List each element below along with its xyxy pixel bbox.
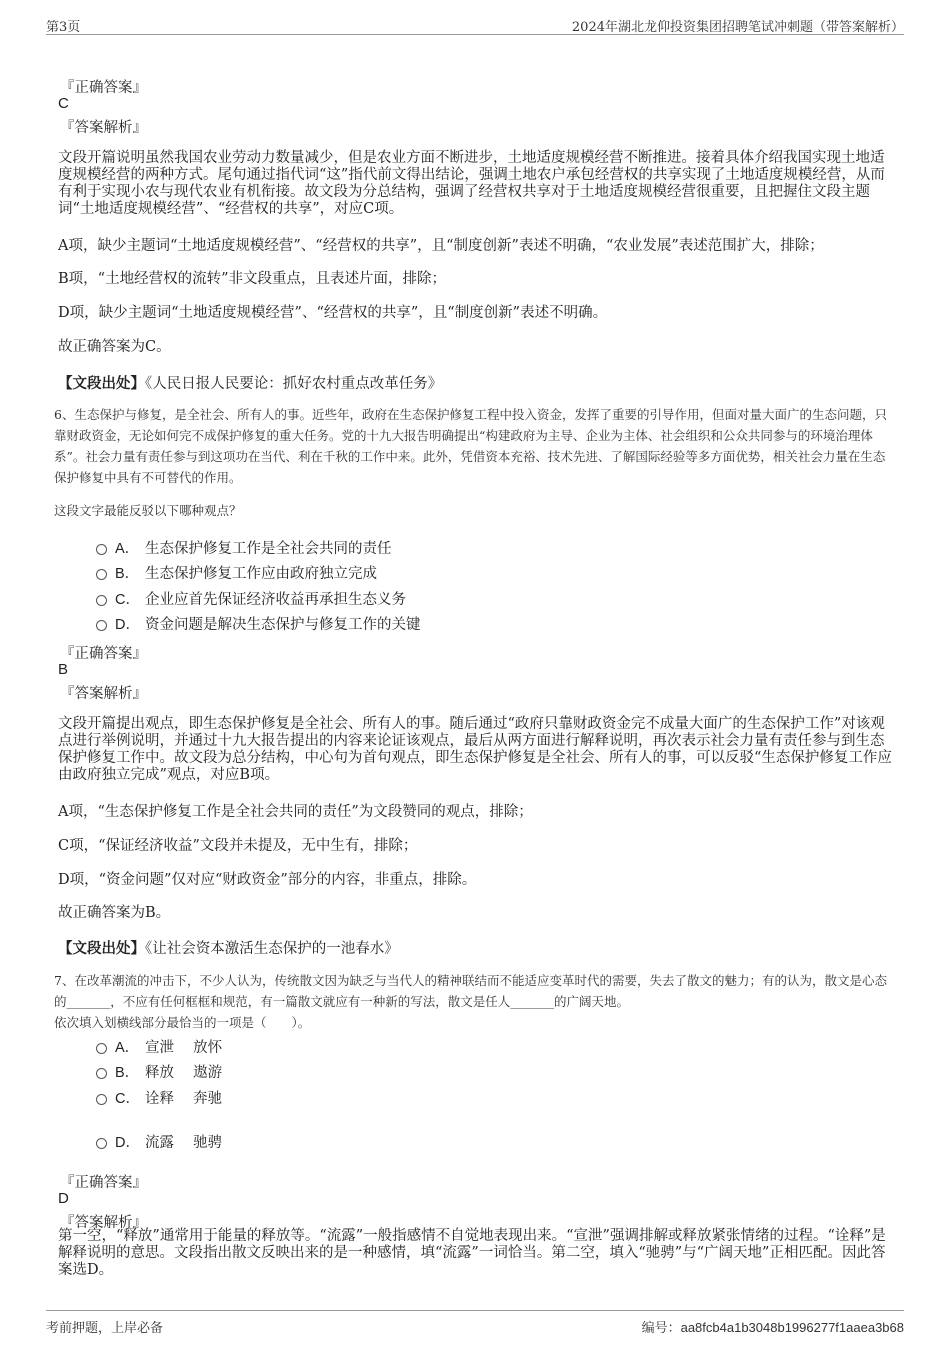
analysis-label: 『答案解析』 [60,1215,147,1231]
correct-answer-label: 『正确答案』 [60,646,147,662]
page-header [46,14,904,35]
q7-option-c[interactable]: C． 诠释 奔驰 [96,1087,222,1108]
q6-option-c[interactable]: C． 企业应首先保证经济收益再承担生态义务 [96,588,406,609]
source-label: 【文段出处】 [58,940,145,957]
q5-source [58,372,442,393]
q6-source [58,937,399,958]
document-title: 2024年湖北龙仰投资集团招聘笔试冲刺题（带答案解析） [571,20,904,35]
page-number: 第3页 [46,20,81,35]
source-title: 《人民日报人民要论：抓好农村重点改革任务》 [145,376,443,392]
q6-option-b[interactable]: B． 生态保护修复工作应由政府独立完成 [96,562,377,583]
q6-option-d-note: D项，“资金问题”仅对应“财政资金”部分的内容，非重点，排除。 [58,872,477,888]
q6-analysis: 文段开篇提出观点，即生态保护修复是全社会、所有人的事。随后通过“政府只靠财政资金完不成量大面广的生态保护工作”对该观点进行举例说明，并通过十九大报告提出的内容来论证该观点，最后从两方面进行解释说明，再次表示社会力量有责任参与到生态保护修复工作中。故文段为总分结构，中心句为首句观点，即生态保护修复是全社会、所有人的事，可以反驳“生态保护修复工作应由政府独立完成”观点，对应B项。 [58,716,892,783]
q6-option-d[interactable]: D． 资金问题是解决生态保护与修复工作的关键 [96,613,421,634]
q6-final: 故正确答案为B。 [58,905,171,921]
source-label: 【文段出处】 [58,375,145,392]
footer-slogan: 考前押题，上岸必备 [46,1321,164,1336]
correct-answer-label: 『正确答案』 [60,80,147,96]
radio-icon[interactable] [96,620,107,631]
q5-analysis: 文段开篇说明虽然我国农业劳动力数量减少，但是农业方面不断进步，土地适度规模经营不断推进。接着具体介绍我国实现土地适度规模经营的两种方式。尾句通过指代词“这”指代前文得出结论，强调土地农户承包经营权的共享实现了土地适度规模经营，从而有利于实现小农与现代农业有机衔接。故文段为分总结构，强调了经营权共享对于土地适度规模经营很重要，且把握住文段主题词“土地适度规模经营”、“经营权的共享”，对应C项。 [58,150,885,217]
q7-option-a[interactable]: A． 宣泄 放怀 [96,1036,222,1057]
q5-option-d-note: D项，缺少主题词“土地适度规模经营”、“经营权的共享”，且“制度创新”表述不明确。 [58,305,608,321]
correct-answer-label: 『正确答案』 [60,1175,147,1191]
q6-answer: B [58,661,69,678]
analysis-label: 『答案解析』 [60,120,147,136]
radio-icon[interactable] [96,569,107,580]
q6-option-a[interactable]: A． 生态保护修复工作是全社会共同的责任 [96,537,392,558]
page-footer [46,1310,904,1335]
q7-analysis: 第一空，“释放”通常用于能量的释放等。“流露”一般指感情不自觉地表现出来。“宣泄”强调排解或释放紧张情绪的过程。“诠释”是解释说明的意思。文段指出散文反映出来的是一种感情，填“流露”一词恰当。第二空，填入“驰骋”与“广阔天地”正相匹配。因此答案选D。 [58,1228,886,1278]
q6-option-c-note: C项，“保证经济收益”文段并未提及，无中生有，排除； [58,838,418,854]
radio-icon[interactable] [96,1138,107,1149]
radio-icon[interactable] [96,595,107,606]
q7-stem: 7、在改革潮流的冲击下，不少人认为，传统散文因为缺乏与当代人的精神联结而不能适应变革时代的需要，失去了散文的魅力；有的认为，散文是心态的_______，不应有任何框框和规范，有一篇散文就应有一种新的写法，散文是任人_______的广阔天地。 [54,973,887,1009]
q5-answer: C [58,95,69,112]
q5-option-a-note: A项，缺少主题词“土地适度规模经营”、“经营权的共享”，且“制度创新”表述不明确，“农业发展”表述范围扩大，排除； [58,238,824,254]
radio-icon[interactable] [96,1094,107,1105]
q7-option-d[interactable]: D． 流露 驰骋 [96,1131,222,1152]
q6-option-a-note: A项，“生态保护修复工作是全社会共同的责任”为文段赞同的观点，排除； [58,804,533,820]
radio-icon[interactable] [96,1068,107,1079]
q7-question: 依次填入划横线部分最恰当的一项是（ ）。 [54,1015,311,1030]
q5-final: 故正确答案为C。 [58,339,171,355]
q5-option-b-note: B项，“土地经营权的流转”非文段重点，且表述片面，排除； [58,271,446,287]
q7-option-b[interactable]: B． 释放 遨游 [96,1061,222,1082]
analysis-label: 『答案解析』 [60,686,147,702]
radio-icon[interactable] [96,1043,107,1054]
document-code: 编号：aa8fcb4a1b3048b1996277f1aaea3b68 [641,1320,904,1336]
q6-stem: 6、生态保护与修复，是全社会、所有人的事。近些年，政府在生态保护修复工程中投入资金，发挥了重要的引导作用，但面对量大面广的生态问题，只靠财政资金，无论如何完不成保护修复的重大任务。党的十九大报告明确提出“构建政府为主导、企业为主体、社会组织和公众共同参与的环境治理体系”。社会力量有责任参与到这项功在当代、利在千秋的工作中来。此外，凭借资本充裕、技术先进、了解国际经验等多方面优势，相关社会力量在生态保护修复中具有不可替代的作用。 [54,407,887,485]
q7-answer: D [58,1190,69,1207]
radio-icon[interactable] [96,544,107,555]
q6-question: 这段文字最能反驳以下哪种观点？ [54,503,242,518]
source-title: 《让社会资本激活生态保护的一池春水》 [145,941,399,957]
